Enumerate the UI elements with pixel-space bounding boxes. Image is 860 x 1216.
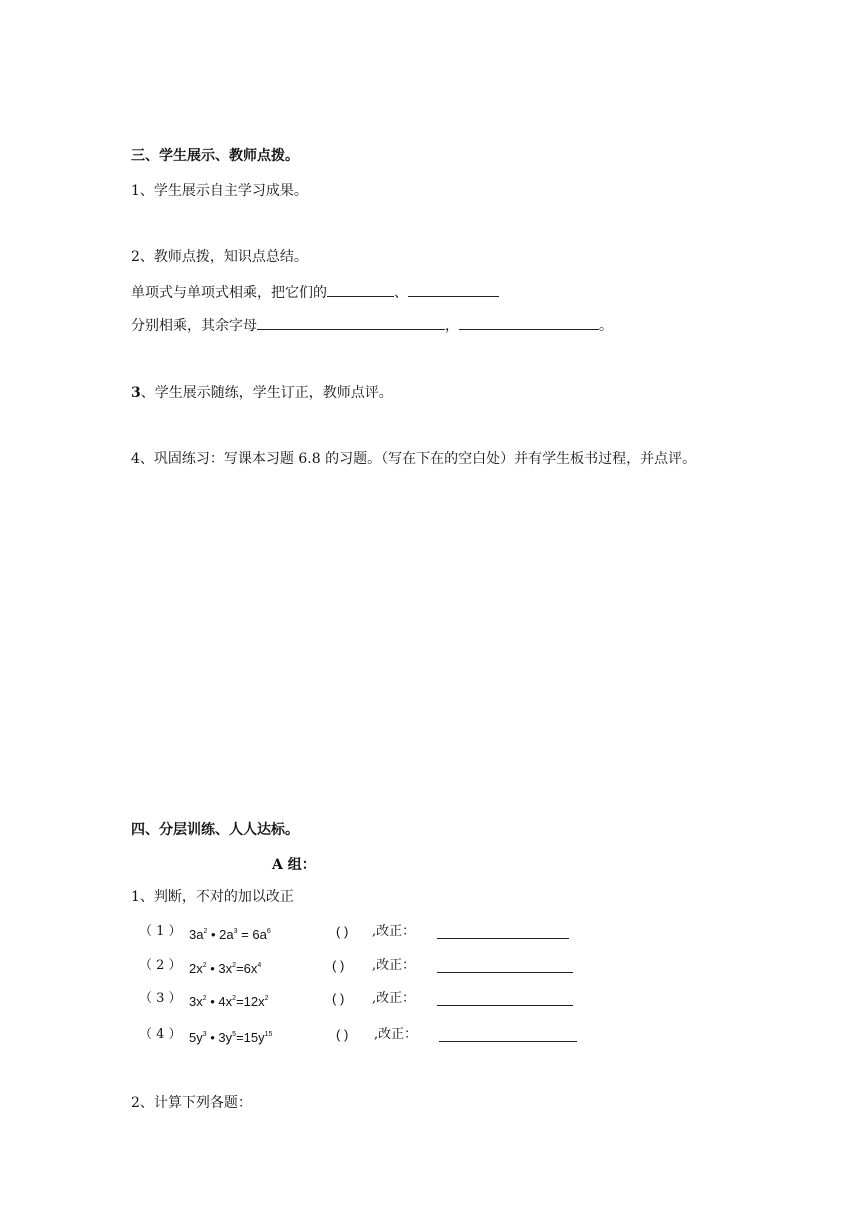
- problem-number: （ 2 ）: [139, 958, 182, 973]
- problem-expression: $5y^3$ • $3y^5=15y^{15}$: [189, 1030, 273, 1045]
- correction-label: ,改正：: [372, 991, 416, 1006]
- section4-title: 四、分层训练、人人达标。: [131, 822, 299, 838]
- correction-label: ,改正：: [374, 1027, 418, 1042]
- section3-item1: 1、学生展示自主学习成果。: [131, 183, 308, 199]
- fill-line-2: [131, 315, 613, 336]
- blank-3[interactable]: [257, 315, 445, 330]
- correction-label: ,改正：: [372, 924, 416, 939]
- item3-num: 3: [131, 385, 141, 401]
- correction-blank[interactable]: [439, 1027, 577, 1042]
- question-1-title: 1、判断，不对的加以改正: [131, 889, 294, 905]
- group-a-label: A 组：: [272, 857, 316, 873]
- section3-title: 三、学生展示、教师点拨。: [131, 148, 299, 164]
- blank-4[interactable]: [459, 315, 599, 330]
- fill-line-1-sep: 、: [394, 285, 408, 301]
- correction-blank[interactable]: [437, 991, 573, 1006]
- fill-line-2-sep: ，: [445, 318, 459, 334]
- fill-line-1: [131, 282, 499, 303]
- judgment-paren[interactable]: ( ): [336, 1027, 349, 1042]
- problem-number: （ 3 ）: [139, 991, 182, 1006]
- item3-text: 、学生展示随练，学生订正，教师点评。: [140, 385, 393, 401]
- judgment-paren[interactable]: ( ): [332, 991, 345, 1006]
- problem-expression: $3x^2$ • $4x^2=12x^2$: [189, 994, 269, 1009]
- blank-1[interactable]: [327, 282, 394, 297]
- problem-number: （ 4 ）: [139, 1027, 182, 1042]
- section3-item2: 2、教师点拨，知识点总结。: [131, 249, 308, 265]
- correction-label: ,改正：: [372, 958, 416, 973]
- problem-expression: $3a^2$ • $2a^3 = 6a^6$: [189, 927, 271, 942]
- blank-2[interactable]: [408, 282, 499, 297]
- correction-blank[interactable]: [437, 924, 569, 939]
- fill-line-2-text: 分别相乘，其余字母: [131, 318, 257, 334]
- judgment-paren[interactable]: ( ): [332, 958, 345, 973]
- section3-item3: [131, 383, 393, 403]
- fill-line-2-end: 。: [599, 318, 613, 334]
- problem-number: （ 1 ）: [139, 924, 182, 939]
- fill-line-1-text: 单项式与单项式相乘，把它们的: [131, 285, 327, 301]
- correction-blank[interactable]: [437, 958, 573, 973]
- problem-expression: $2x^2$ • $3x^2=6x^4$: [189, 961, 262, 976]
- section3-item4: 4、巩固练习：写课本习题 6.8 的习题。（写在下在的空白处）并有学生板书过程，并点评。: [131, 451, 697, 467]
- question-2-title: 2、计算下列各题：: [131, 1095, 252, 1111]
- judgment-paren[interactable]: ( ): [336, 924, 349, 939]
